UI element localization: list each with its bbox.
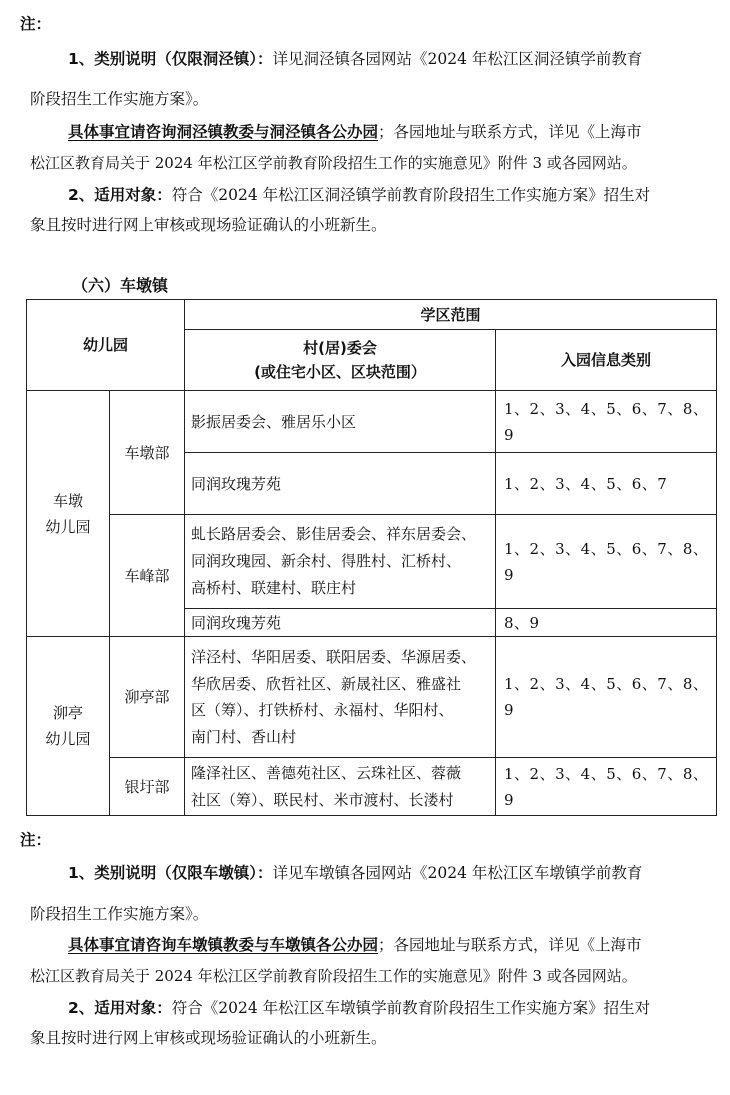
- area-line: 同润玫瑰芳苑: [191, 613, 282, 632]
- district-table: [26, 299, 717, 816]
- area-line: 同润玫瑰园、新余村、得胜村、汇桥村、: [191, 552, 462, 570]
- category-cell: 1、2、3、4、5、6、7: [496, 453, 717, 515]
- header-village: [185, 330, 496, 391]
- header-kindergarten: 幼儿园: [27, 300, 185, 391]
- garden-cell: [27, 637, 110, 816]
- bottom-note-consult-text: ；各园地址与联系方式，详见《上海市: [378, 936, 642, 954]
- bottom-note-item2-text: 符合《2024 年松江区车墩镇学前教育阶段招生工作实施方案》招生对: [171, 999, 651, 1017]
- garden-name-l1: 泖亭: [52, 704, 83, 722]
- bottom-note-item2-head: 2、适用对象：: [68, 999, 172, 1017]
- garden-cell: [27, 391, 110, 637]
- area-line: 同润玫瑰芳苑: [191, 474, 282, 493]
- bottom-note-item1-cont: 阶段招生工作实施方案》。: [30, 905, 209, 923]
- top-note-item1-cont: 阶段招生工作实施方案》。: [30, 90, 209, 108]
- area-cell: [185, 637, 496, 758]
- bottom-note-item2: [68, 997, 650, 1019]
- garden-name-l2: 幼儿园: [45, 517, 91, 536]
- header-village-l2: (或住宅小区、区块范围）: [254, 363, 426, 381]
- table-row: [27, 391, 717, 453]
- area-line: 虬长路居委会、影佳居委会、祥东居委会、: [191, 525, 477, 543]
- bottom-note-item1-text: 详见车墩镇各园网站《2024 年松江区车墩镇学前教育: [272, 864, 643, 882]
- bottom-note-consult-head: 具体事宜请咨询车墩镇教委与车墩镇各公办园: [68, 936, 379, 954]
- branch-cell: 车峰部: [110, 515, 185, 637]
- bottom-note-label: 注：: [20, 831, 52, 849]
- top-note-item2-text: 符合《2024 年松江区洞泾镇学前教育阶段招生工作实施方案》招生对: [171, 186, 651, 204]
- top-note-item1: [68, 48, 642, 70]
- bottom-note-item1-head: 1、类别说明（仅限车墩镇）：: [68, 864, 273, 882]
- top-note-item1-head: 1、类别说明（仅限洞泾镇）：: [68, 50, 273, 68]
- table-row: [27, 758, 717, 816]
- top-note-item2-cont: 象且按时进行网上审核或现场验证确认的小班新生。: [30, 216, 387, 234]
- top-note-label: 注：: [20, 15, 52, 33]
- area-line: 南门村、香山村: [191, 727, 297, 746]
- bottom-note-item2-cont: 象且按时进行网上审核或现场验证确认的小班新生。: [30, 1029, 387, 1047]
- table-row: [27, 637, 717, 758]
- bottom-note-consult-cont: 松江区教育局关于 2024 年松江区学前教育阶段招生工作的实施意见》附件 3 或各园网站。: [30, 967, 637, 985]
- top-note-item2-head: 2、适用对象：: [68, 186, 172, 204]
- area-line: 隆泽社区、善德苑社区、云珠社区、蓉薇: [191, 764, 462, 782]
- header-category: 入园信息类别: [496, 330, 717, 391]
- area-line: 影振居委会、雅居乐小区: [191, 412, 357, 431]
- top-note-item2: [68, 184, 650, 206]
- top-note-consult-text: ；各园地址与联系方式，详见《上海市: [378, 123, 642, 141]
- area-line: 华欣居委、欣哲社区、新晟社区、雅盛社: [191, 674, 462, 693]
- area-line: 高桥村、联建村、联庄村: [191, 579, 357, 597]
- garden-name-l1: 车墩: [52, 491, 83, 510]
- area-cell: [185, 391, 496, 453]
- section-title: （六）车墩镇: [72, 276, 169, 295]
- top-note-consult-head: 具体事宜请咨询洞泾镇教委与洞泾镇各公办园: [68, 123, 379, 141]
- header-district: 学区范围: [185, 300, 717, 330]
- branch-cell: 银圩部: [110, 758, 185, 816]
- top-note-consult-cont: 松江区教育局关于 2024 年松江区学前教育阶段招生工作的实施意见》附件 3 或各园网站。: [30, 154, 637, 172]
- area-cell: [185, 453, 496, 515]
- top-note-consult: [68, 121, 642, 143]
- branch-cell: 泖亭部: [110, 637, 185, 758]
- category-cell: 8、9: [496, 609, 717, 637]
- area-cell: [185, 515, 496, 609]
- table-row: [27, 515, 717, 609]
- area-line: 洋泾村、华阳居委、联阳居委、华源居委、: [191, 648, 477, 666]
- branch-cell: 车墩部: [110, 391, 185, 515]
- garden-name-l2: 幼儿园: [45, 730, 91, 748]
- category-cell: 1、2、3、4、5、6、7、8、9: [496, 515, 717, 609]
- header-village-l1: 村(居)委会: [303, 339, 377, 357]
- bottom-note-consult: [68, 934, 642, 956]
- bottom-note-item1: [68, 862, 642, 884]
- area-line: 区（筹）、打铁桥村、永福村、华阳村、: [191, 701, 454, 719]
- area-cell: [185, 758, 496, 816]
- category-cell: 1、2、3、4、5、6、7、8、9: [496, 637, 717, 758]
- area-line: 社区（筹）、联民村、米市渡村、长溇村: [191, 790, 454, 809]
- top-note-item1-text: 详见洞泾镇各园网站《2024 年松江区洞泾镇学前教育: [272, 50, 643, 68]
- category-cell: 1、2、3、4、5、6、7、8、9: [496, 758, 717, 816]
- category-cell: 1、2、3、4、5、6、7、8、9: [496, 391, 717, 453]
- area-cell: [185, 609, 496, 637]
